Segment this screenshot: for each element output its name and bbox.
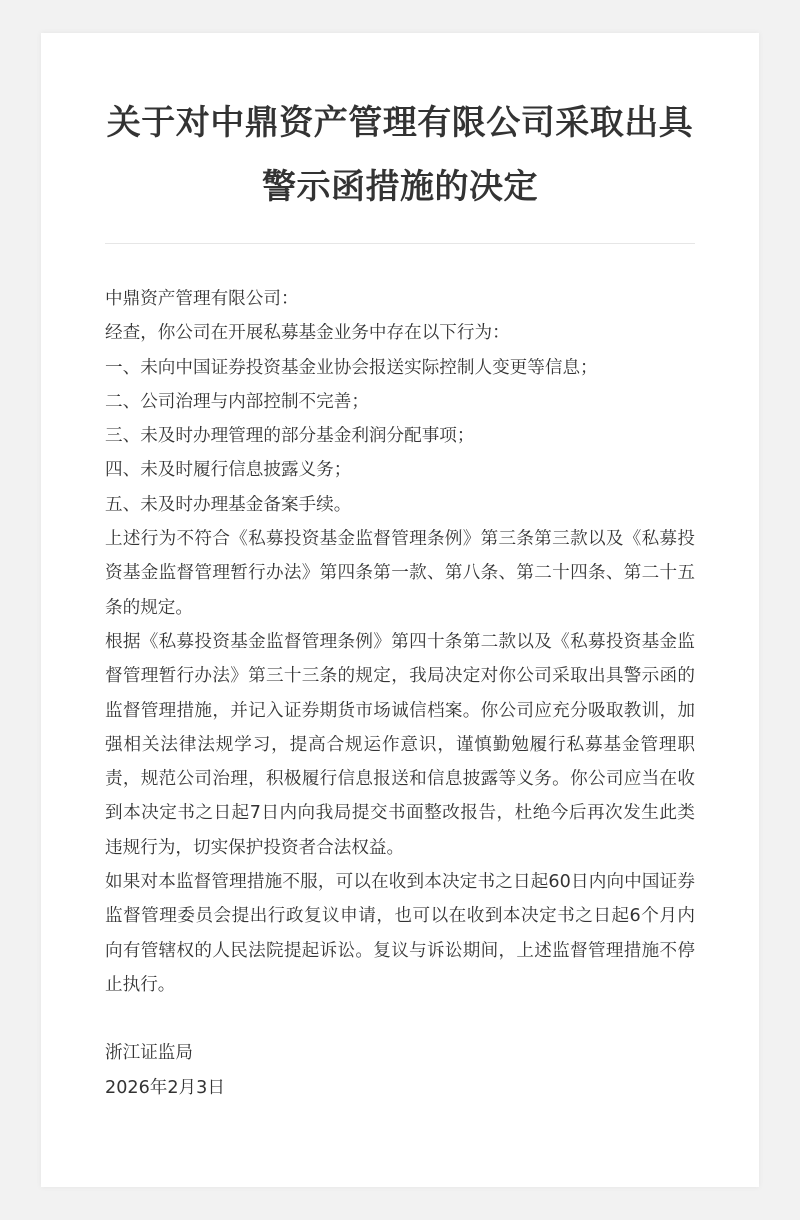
issuer: 浙江证监局 xyxy=(105,1043,193,1064)
document-card xyxy=(41,33,759,1187)
document-content xyxy=(105,33,695,1105)
finding-item-2: 二、公司治理与内部控制不完善； xyxy=(105,391,369,412)
finding-item-1: 一、未向中国证券投资基金业协会报送实际控制人变更等信息； xyxy=(105,357,598,378)
signature-block xyxy=(105,1036,695,1105)
addressee: 中鼎资产管理有限公司： xyxy=(105,289,299,309)
document-body xyxy=(105,282,695,1002)
finding-item-5: 五、未及时办理基金备案手续。 xyxy=(105,494,352,515)
paragraph-appeal: 如果对本监督管理措施不服，可以在收到本决定书之日起60日内向中国证券监督管理委员会提出行政复议申请，也可以在收到本决定书之日起6个月内向有管辖权的人民法院提起诉讼。复议与诉讼期间，上述监督管理措施不停止执行。 xyxy=(105,872,695,995)
title-divider xyxy=(105,243,695,244)
finding-item-3: 三、未及时办理管理的部分基金利润分配事项； xyxy=(105,426,475,447)
paragraph-decision: 根据《私募投资基金监督管理条例》第四十条第二款以及《私募投资基金监督管理暂行办法》第三十三条的规定，我局决定对你公司采取出具警示函的监督管理措施，并记入证券期货市场诚信档案。你公司应充分吸取教训，加强相关法律法规学习，提高合规运作意识，谨慎勤勉履行私募基金管理职责，规范公司治理，积极履行信息报送和信息披露等义务。你公司应当在收到本决定书之日起7日内向我局提交书面整改报告，杜绝今后再次发生此类违规行为，切实保护投资者合法权益。 xyxy=(105,631,695,858)
document-title: 关于对中鼎资产管理有限公司采取出具警示函措施的决定 xyxy=(106,103,694,207)
finding-item-4: 四、未及时履行信息披露义务； xyxy=(105,460,352,481)
issue-date: 2026年2月3日 xyxy=(105,1077,225,1098)
paragraph-violation: 上述行为不符合《私募投资基金监督管理条例》第三条第三款以及《私募投资基金监督管理暂行办法》第四条第一款、第八条、第二十四条、第二十五条的规定。 xyxy=(105,529,695,618)
paragraph-findings-intro: 经查，你公司在开展私募基金业务中存在以下行为： xyxy=(105,323,510,344)
